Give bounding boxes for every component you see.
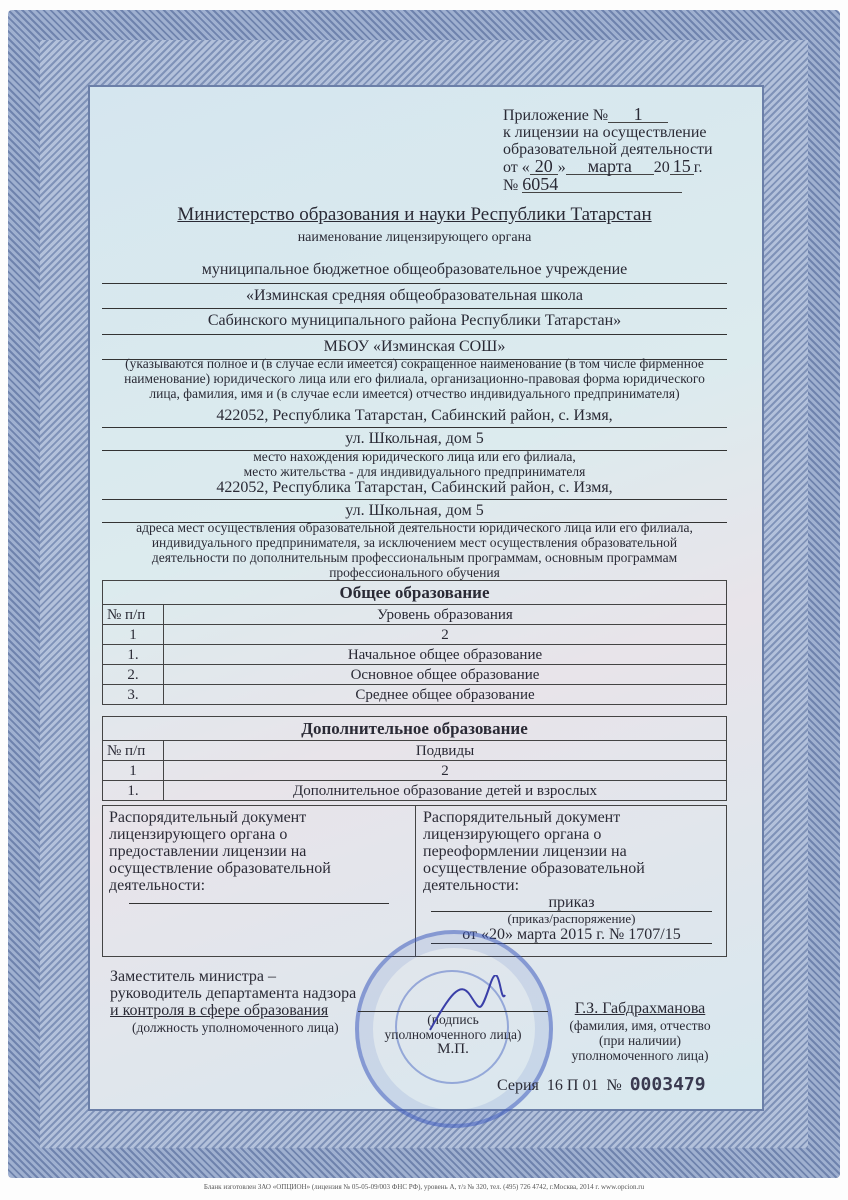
general-education-table: Общее образование № п/п Уровень образования 1 2 1. Начальное общее образование 2. Основное общее образование 3. Среднее общее образование	[102, 580, 727, 705]
table-row: 1. Начальное общее образование	[103, 645, 727, 665]
authority-name: Министерство образования и науки Республики Татарстан	[177, 204, 652, 225]
date-day: 20	[530, 158, 558, 175]
additional-education-table: Дополнительное образование № п/п Подвиды 1 2 1. Дополнительное образование детей и взрослых	[102, 716, 727, 801]
date-month: марта	[566, 158, 654, 175]
appendix-number: 1	[608, 106, 668, 123]
grant-document: Распорядительный документ лицензирующего органа о предоставлении лицензии на осуществление образовательной деятельности:	[103, 806, 416, 956]
printer-footer: Бланк изготовлен ЗАО «ОПЦИОН» (лицензия № 05-05-09/003 ФНС РФ), уровень А, т/з № 320, тел. (495) 726 4742, г.Москва, 2014 г. www.opcion.ru	[203, 1183, 645, 1191]
location-caption: место нахождения юридического лица или его филиала, место жительства - для индивидуального предпринимателя	[243, 449, 586, 479]
signature-field: (подпись уполномоченного лица) М.П.	[358, 1011, 548, 1057]
documents-box	[102, 805, 727, 957]
table-row: 1. Дополнительное образование детей и взрослых	[103, 781, 727, 801]
signatory-name-block: Г.З. Габдрахманова (фамилия, имя, отчество (при наличии) уполномоченного лица)	[569, 1000, 711, 1063]
activity-address: 422052, Республика Татарстан, Сабинский район, с. Измя, ул. Школьная, дом 5	[102, 477, 727, 523]
date-year: 15	[670, 158, 694, 175]
organization-caption: (указываются полное и (в случае если имеется) сокращенное наименование (в том числе фирменное наименование) юридического лица или его филиала, организационно-правовая форма юридического лица, фамилия, имя и (в случае если имеется) отчество индивидуального предпринимателя)	[124, 356, 705, 401]
reissue-document: Распорядительный документ лицензирующего органа о переоформлении лицензии на осуществление образовательной деятельности: приказ (приказ/распоряжение) от «20» марта 2015 г. № 1707/15	[417, 806, 726, 947]
signatory-position: Заместитель министра – руководитель департамента надзора и контроля в сфере образования (должность уполномоченного лица)	[110, 968, 357, 1035]
organization-name: муниципальное бюджетное общеобразовательное учреждение «Изминская средняя общеобразовательная школа Сабинского муниципального района Республики Татарстан» МБОУ «Изминская СОШ»	[102, 258, 727, 360]
activity-address-caption: адреса мест осуществления образовательной деятельности юридического лица или его филиала, индивидуального предпринимателя, за исключением мест осуществления образовательной деятельности по дополнительным профессиональным программам, основным программам профессионального обучения	[136, 520, 693, 580]
handwritten-signature	[420, 975, 510, 1035]
license-number: 6054	[522, 176, 682, 193]
location-address: 422052, Республика Татарстан, Сабинский район, с. Измя, ул. Школьная, дом 5	[102, 405, 727, 451]
table-row: 3. Среднее общее образование	[103, 685, 727, 705]
table-row: 2. Основное общее образование	[103, 665, 727, 685]
series-number: Серия 16 П 01 № 0003479	[497, 1074, 706, 1095]
appendix-block: Приложение № 1 к лицензии на осуществление образовательной деятельности от « 20 » марта 20 15 г. № 6054	[503, 104, 713, 194]
